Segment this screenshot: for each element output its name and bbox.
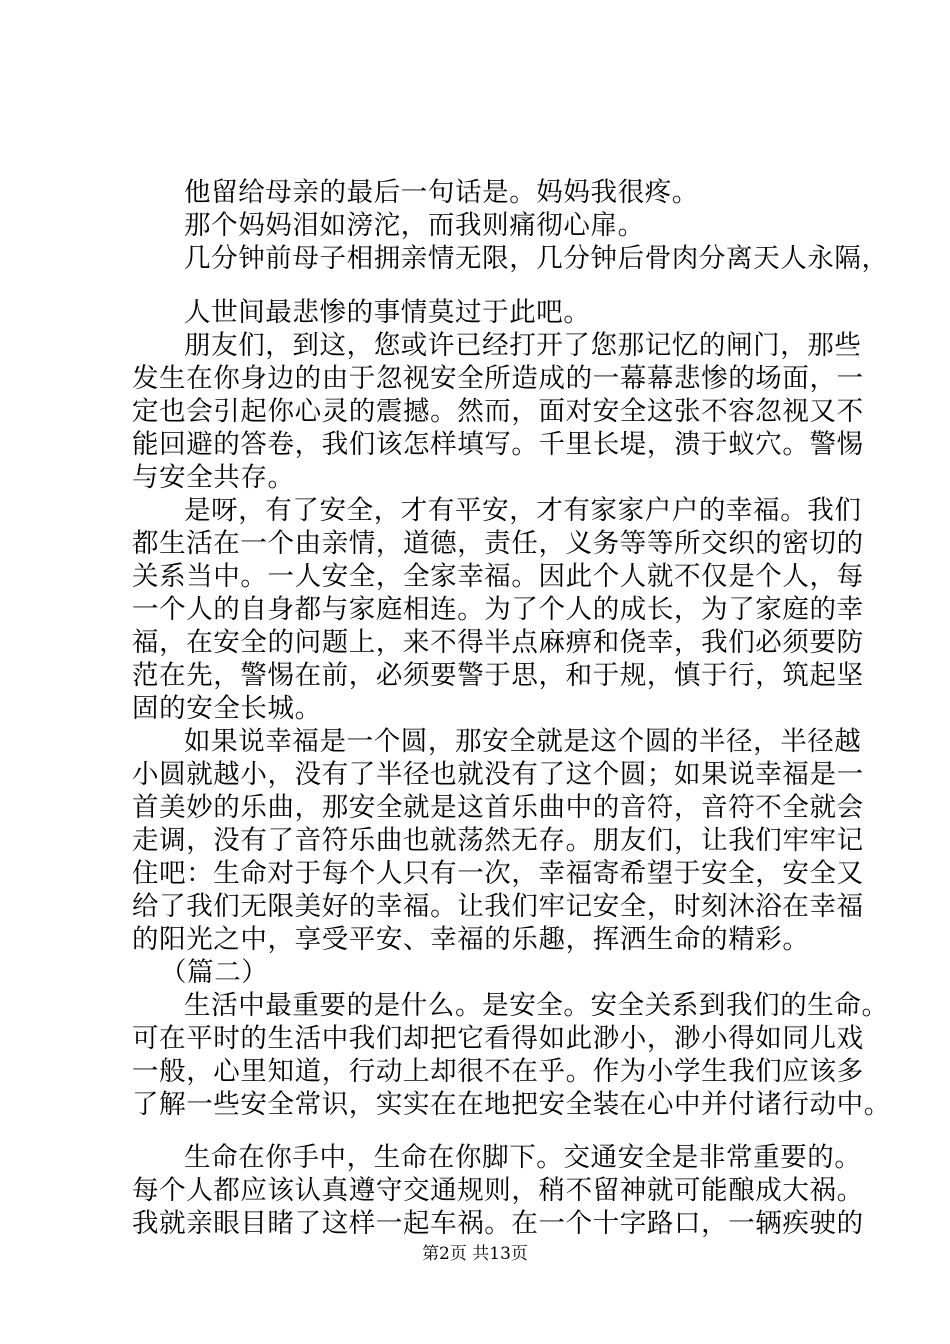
text-line: 了解一些安全常识，实实在在地把安全装在心中并付诸行动中。 — [132, 1089, 891, 1120]
text-line: 一般，心里知道，行动上却很不在乎。作为小学生我们应该多 — [132, 1056, 864, 1087]
page-number-footer: 第2页 共13页 — [422, 1244, 528, 1264]
text-line: 发生在你身边的由于忽视安全所造成的一幕幕悲惨的场面，一 — [132, 363, 864, 394]
text-line: 能回避的答卷，我们该怎样填写。千里长堤，溃于蚁穴。警惕 — [132, 429, 864, 460]
text-line: 小圆就越小，没有了半径也就没有了这个圆；如果说幸福是一 — [132, 759, 864, 790]
text-line: 住吧：生命对于每个人只有一次，幸福寄希望于安全，安全又 — [132, 858, 864, 889]
text-line: 定也会引起你心灵的震撼。然而，面对安全这张不容忽视又不 — [132, 396, 864, 427]
text-line: 福，在安全的问题上，来不得半点麻痹和侥幸，我们必须要防 — [132, 627, 864, 658]
text-line: 范在先，警惕在前，必须要警于思，和于规，慎于行，筑起坚 — [132, 660, 864, 691]
text-line: 人世间最悲惨的事情莫过于此吧。 — [184, 297, 591, 328]
text-line: 给了我们无限美好的幸福。让我们牢记安全，时刻沐浴在幸福 — [132, 891, 864, 922]
section-heading: （篇二） — [160, 957, 269, 988]
text-line: 关系当中。一人安全，全家幸福。因此个人就不仅是个人，每 — [132, 561, 864, 592]
text-line: 每个人都应该认真遵守交通规则，稍不留神就可能酿成大祸。 — [132, 1175, 864, 1206]
text-line: 一个人的自身都与家庭相连。为了个人的成长，为了家庭的幸 — [132, 594, 864, 625]
text-line: 朋友们，到这，您或许已经打开了您那记忆的闸门，那些 — [184, 330, 862, 361]
text-line: 生命在你手中，生命在你脚下。交通安全是非常重要的。 — [184, 1142, 862, 1173]
text-line: 可在平时的生活中我们却把它看得如此渺小，渺小得如同儿戏 — [132, 1023, 864, 1054]
text-line: 我就亲眼目睹了这样一起车祸。在一个十字路口，一辆疾驶的 — [132, 1208, 864, 1239]
text-line: 都生活在一个由亲情，道德，责任，义务等等所交织的密切的 — [132, 528, 864, 559]
text-line: 走调，没有了音符乐曲也就荡然无存。朋友们，让我们牢牢记 — [132, 825, 864, 856]
text-line: 首美妙的乐曲，那安全就是这首乐曲中的音符，音符不全就会 — [132, 792, 864, 823]
text-line: 的阳光之中，享受平安、幸福的乐趣，挥洒生命的精彩。 — [132, 924, 810, 955]
text-line: 是呀，有了安全，才有平安，才有家家户户的幸福。我们 — [184, 495, 862, 526]
text-line: 几分钟前母子相拥亲情无限，几分钟后骨肉分离天人永隔， — [184, 243, 889, 274]
text-line: 那个妈妈泪如滂沱，而我则痛彻心扉。 — [184, 210, 645, 241]
text-line: 与安全共存。 — [132, 462, 295, 493]
text-line: 固的安全长城。 — [132, 693, 322, 724]
text-line: 如果说幸福是一个圆，那安全就是这个圆的半径，半径越 — [184, 726, 862, 757]
text-line: 生活中最重要的是什么。是安全。安全关系到我们的生命。 — [184, 990, 889, 1021]
text-line: 他留给母亲的最后一句话是。妈妈我很疼。 — [184, 177, 699, 208]
